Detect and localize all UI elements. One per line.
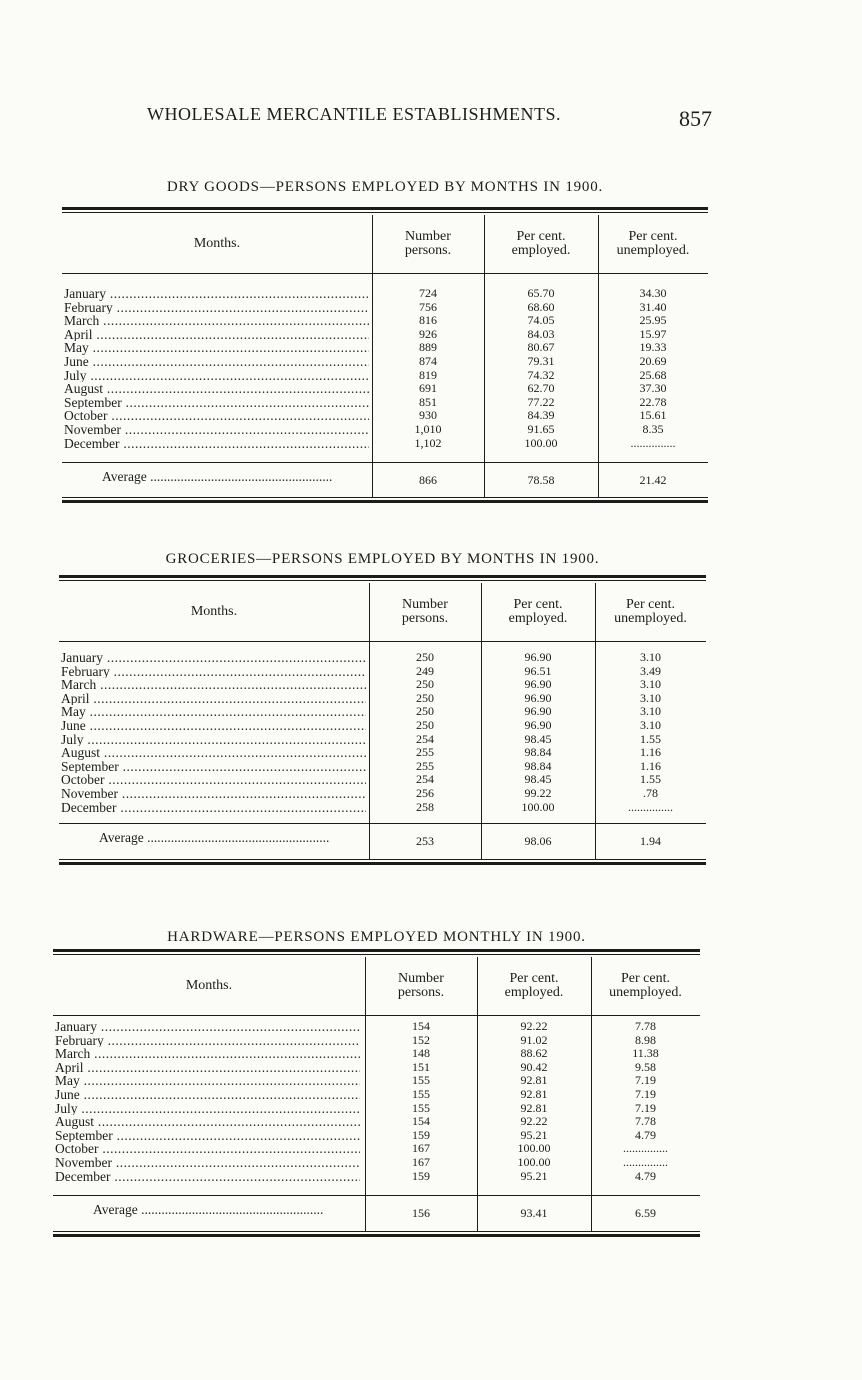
- unemployed-cell: 37.30: [639, 381, 667, 396]
- employed-cell: 88.62: [520, 1046, 548, 1061]
- top-rule: [53, 949, 700, 955]
- col-header-unemployed: Per cent. unemployed.: [614, 597, 687, 626]
- employed-cell: 96.90: [524, 650, 552, 664]
- number-cell: 851: [419, 394, 437, 409]
- unemployed-cell: 25.68: [639, 367, 667, 382]
- number-cell: 254: [416, 731, 434, 746]
- table-row: [62, 314, 708, 328]
- table-title: HARDWARE—PERSONS EMPLOYED MONTHLY IN 1900.: [167, 929, 586, 945]
- month-cell: November .....: [64, 423, 369, 437]
- table-title: GROCERIES—PERSONS EMPLOYED BY MONTHS IN 1900.: [165, 551, 600, 567]
- table-row: [53, 1047, 700, 1061]
- table-row: [59, 719, 706, 733]
- table-row: [62, 328, 708, 342]
- unemployed-cell: 15.61: [639, 408, 667, 423]
- table-hardware: [53, 927, 700, 1242]
- employed-cell: 96.90: [524, 704, 552, 719]
- unemployed-cell: ...............: [628, 799, 673, 814]
- table-body: [62, 287, 708, 450]
- unemployed-cell: 7.78: [635, 1019, 656, 1033]
- average-number: 866: [419, 473, 437, 487]
- col-header-number: Number persons.: [401, 597, 449, 626]
- unemployed-cell: 34.30: [639, 286, 667, 300]
- average-row: [53, 1195, 700, 1230]
- unemployed-cell: 25.95: [639, 313, 667, 328]
- number-cell: 159: [412, 1127, 430, 1142]
- average-number: 253: [416, 834, 434, 848]
- average-label: Average .....: [93, 1202, 363, 1218]
- unemployed-cell: 20.69: [639, 353, 667, 368]
- average-unemployed: 1.94: [640, 834, 661, 848]
- number-cell: 254: [416, 772, 434, 787]
- table-row: [53, 1170, 700, 1184]
- bottom-rule: [59, 859, 706, 865]
- month-cell: April .....: [64, 328, 369, 342]
- month-cell: September .....: [55, 1129, 360, 1143]
- month-cell: December .....: [61, 801, 366, 815]
- table-row: [59, 760, 706, 774]
- month-cell: March .....: [64, 314, 369, 328]
- unemployed-cell: ...............: [623, 1154, 668, 1169]
- table-row: [53, 1115, 700, 1129]
- table-row: [62, 355, 708, 369]
- table-header: [62, 215, 708, 274]
- unemployed-cell: 7.78: [635, 1114, 656, 1129]
- month-cell: December .....: [64, 437, 369, 451]
- number-cell: 819: [419, 367, 437, 382]
- employed-cell: 100.00: [517, 1141, 551, 1156]
- month-cell: April .....: [61, 692, 366, 706]
- col-header-employed: Per cent. employed.: [511, 229, 571, 258]
- month-cell: July .....: [55, 1102, 360, 1116]
- top-rule: [59, 575, 706, 581]
- employed-cell: 91.02: [520, 1032, 548, 1047]
- employed-cell: 92.22: [520, 1019, 548, 1033]
- employed-cell: 74.32: [527, 367, 555, 382]
- unemployed-cell: 9.58: [635, 1059, 656, 1074]
- table-row: [59, 746, 706, 760]
- page-number: 857: [679, 106, 712, 131]
- month-cell: June .....: [64, 355, 369, 369]
- number-cell: 167: [412, 1154, 430, 1169]
- month-cell: March .....: [55, 1047, 360, 1061]
- month-cell: July .....: [61, 733, 366, 747]
- unemployed-cell: 15.97: [639, 326, 667, 341]
- average-employed: 98.06: [524, 834, 552, 848]
- table-row: [53, 1142, 700, 1156]
- number-cell: 250: [416, 677, 434, 692]
- number-cell: 1,102: [414, 435, 442, 450]
- unemployed-cell: 1.16: [640, 758, 661, 773]
- table-row: [53, 1020, 700, 1034]
- number-cell: 691: [419, 381, 437, 396]
- average-employed: 93.41: [520, 1206, 548, 1220]
- table-body: [53, 1020, 700, 1183]
- number-cell: 151: [412, 1059, 430, 1074]
- employed-cell: 96.90: [524, 717, 552, 732]
- number-cell: 249: [416, 663, 434, 678]
- month-cell: September .....: [61, 760, 366, 774]
- unemployed-cell: 3.10: [640, 690, 661, 705]
- number-cell: 258: [416, 799, 434, 814]
- number-cell: 250: [416, 704, 434, 719]
- unemployed-cell: .78: [643, 785, 658, 800]
- month-cell: June .....: [61, 719, 366, 733]
- month-cell: October .....: [61, 773, 366, 787]
- employed-cell: 84.03: [527, 326, 555, 341]
- number-cell: 154: [412, 1114, 430, 1129]
- unemployed-cell: 8.98: [635, 1032, 656, 1047]
- table-row: [53, 1156, 700, 1170]
- unemployed-cell: ...............: [623, 1141, 668, 1156]
- number-cell: 250: [416, 690, 434, 705]
- month-cell: May .....: [55, 1074, 360, 1088]
- employed-cell: 100.00: [521, 799, 555, 814]
- employed-cell: 92.22: [520, 1114, 548, 1129]
- month-cell: December .....: [55, 1170, 360, 1184]
- number-cell: 724: [419, 286, 437, 300]
- col-header-number: Number persons.: [404, 229, 452, 258]
- table-row: [59, 678, 706, 692]
- unemployed-cell: 22.78: [639, 394, 667, 409]
- col-header-months: Months.: [193, 236, 241, 251]
- employed-cell: 100.00: [517, 1154, 551, 1169]
- table-row: [62, 341, 708, 355]
- number-cell: 155: [412, 1086, 430, 1101]
- table-row: [62, 382, 708, 396]
- number-cell: 154: [412, 1019, 430, 1033]
- number-cell: 159: [412, 1168, 430, 1183]
- average-row: [62, 462, 708, 497]
- number-cell: 756: [419, 299, 437, 314]
- month-cell: January .....: [61, 651, 366, 665]
- month-cell: March .....: [61, 678, 366, 692]
- number-cell: 889: [419, 340, 437, 355]
- bottom-rule: [62, 497, 708, 503]
- unemployed-cell: 3.10: [640, 704, 661, 719]
- unemployed-cell: 31.40: [639, 299, 667, 314]
- average-number: 156: [412, 1206, 430, 1220]
- number-cell: 930: [419, 408, 437, 423]
- month-cell: February .....: [61, 665, 366, 679]
- running-head: WHOLESALE MERCANTILE ESTABLISHMENTS.: [147, 104, 562, 124]
- employed-cell: 100.00: [524, 435, 558, 450]
- top-rule: [62, 207, 708, 213]
- number-cell: 1,010: [414, 421, 442, 436]
- employed-cell: 96.51: [524, 663, 552, 678]
- employed-cell: 92.81: [520, 1100, 548, 1115]
- table-row: [62, 423, 708, 437]
- employed-cell: 92.81: [520, 1086, 548, 1101]
- table-row: [59, 692, 706, 706]
- number-cell: 250: [416, 717, 434, 732]
- average-unemployed: 6.59: [635, 1206, 656, 1220]
- employed-cell: 96.90: [524, 690, 552, 705]
- table-row: [59, 665, 706, 679]
- employed-cell: 96.90: [524, 677, 552, 692]
- unemployed-cell: 4.79: [635, 1127, 656, 1142]
- month-cell: September .....: [64, 396, 369, 410]
- table-row: [62, 409, 708, 423]
- unemployed-cell: 3.49: [640, 663, 661, 678]
- unemployed-cell: 19.33: [639, 340, 667, 355]
- unemployed-cell: 3.10: [640, 650, 661, 664]
- number-cell: 148: [412, 1046, 430, 1061]
- employed-cell: 74.05: [527, 313, 555, 328]
- table-row: [59, 773, 706, 787]
- unemployed-cell: 1.55: [640, 731, 661, 746]
- average-unemployed: 21.42: [639, 473, 667, 487]
- month-cell: June .....: [55, 1088, 360, 1102]
- month-cell: May .....: [61, 705, 366, 719]
- unemployed-cell: 7.19: [635, 1073, 656, 1088]
- month-cell: January .....: [64, 287, 369, 301]
- unemployed-cell: 8.35: [642, 421, 664, 436]
- employed-cell: 62.70: [527, 381, 555, 396]
- table-row: [59, 801, 706, 815]
- average-employed: 78.58: [527, 473, 555, 487]
- page-header: [147, 100, 712, 132]
- number-cell: 926: [419, 326, 437, 341]
- col-header-employed: Per cent. employed.: [504, 971, 564, 1000]
- unemployed-cell: 1.16: [640, 745, 661, 760]
- month-cell: November .....: [61, 787, 366, 801]
- employed-cell: 98.84: [524, 745, 552, 760]
- unemployed-cell: 3.10: [640, 677, 661, 692]
- table-row: [62, 396, 708, 410]
- month-cell: October .....: [55, 1142, 360, 1156]
- employed-cell: 90.42: [520, 1059, 548, 1074]
- month-cell: October .....: [64, 409, 369, 423]
- number-cell: 255: [416, 758, 434, 773]
- employed-cell: 98.84: [524, 758, 552, 773]
- table-row: [53, 1061, 700, 1075]
- number-cell: 255: [416, 745, 434, 760]
- col-header-months: Months.: [185, 978, 233, 993]
- col-header-employed: Per cent. employed.: [508, 597, 568, 626]
- table-row: [53, 1102, 700, 1116]
- table-row: [62, 287, 708, 301]
- table-row: [62, 301, 708, 315]
- number-cell: 874: [419, 353, 437, 368]
- table-header: [59, 583, 706, 642]
- unemployed-cell: 4.79: [635, 1168, 656, 1183]
- month-cell: July .....: [64, 369, 369, 383]
- number-cell: 816: [419, 313, 437, 328]
- table-row: [53, 1129, 700, 1143]
- unemployed-cell: 1.55: [640, 772, 661, 787]
- unemployed-cell: 11.38: [632, 1046, 659, 1061]
- number-cell: 256: [416, 785, 434, 800]
- month-cell: January .....: [55, 1020, 360, 1034]
- unemployed-cell: 7.19: [635, 1100, 656, 1115]
- employed-cell: 68.60: [527, 299, 555, 314]
- table-row: [53, 1088, 700, 1102]
- table-row: [59, 787, 706, 801]
- table-title: DRY GOODS—PERSONS EMPLOYED BY MONTHS IN 1900.: [166, 179, 604, 195]
- table-body: [59, 651, 706, 814]
- month-cell: August .....: [61, 746, 366, 760]
- col-header-unemployed: Per cent. unemployed.: [609, 971, 682, 1000]
- month-cell: November .....: [55, 1156, 360, 1170]
- table-row: [59, 705, 706, 719]
- table-header: [53, 957, 700, 1016]
- employed-cell: 99.22: [524, 785, 552, 800]
- number-cell: 155: [412, 1100, 430, 1115]
- average-label: Average .....: [99, 830, 369, 846]
- number-cell: 155: [412, 1073, 430, 1088]
- employed-cell: 98.45: [524, 731, 552, 746]
- employed-cell: 80.67: [527, 340, 555, 355]
- table-row: [62, 369, 708, 383]
- employed-cell: 65.70: [527, 286, 555, 300]
- unemployed-cell: 3.10: [640, 717, 661, 732]
- col-header-months: Months.: [190, 604, 238, 619]
- bottom-rule: [53, 1231, 700, 1237]
- col-header-unemployed: Per cent. unemployed.: [616, 229, 690, 258]
- number-cell: 167: [412, 1141, 430, 1156]
- number-cell: 250: [416, 650, 434, 664]
- month-cell: August .....: [55, 1115, 360, 1129]
- number-cell: 152: [412, 1032, 430, 1047]
- table-dry-goods: [62, 177, 708, 507]
- table-row: [62, 437, 708, 451]
- employed-cell: 95.21: [520, 1127, 548, 1142]
- employed-cell: 98.45: [524, 772, 552, 787]
- employed-cell: 77.22: [527, 394, 555, 409]
- unemployed-cell: ...............: [630, 435, 676, 450]
- employed-cell: 79.31: [527, 353, 555, 368]
- month-cell: August .....: [64, 382, 369, 396]
- month-cell: February .....: [64, 301, 369, 315]
- average-label: Average .....: [102, 469, 372, 485]
- table-row: [59, 733, 706, 747]
- col-header-number: Number persons.: [397, 971, 445, 1000]
- employed-cell: 91.65: [527, 421, 555, 436]
- month-cell: February .....: [55, 1034, 360, 1048]
- employed-cell: 92.81: [520, 1073, 548, 1088]
- table-groceries: [59, 549, 706, 869]
- table-row: [59, 651, 706, 665]
- table-row: [53, 1074, 700, 1088]
- employed-cell: 84.39: [527, 408, 555, 423]
- average-row: [59, 823, 706, 858]
- unemployed-cell: 7.19: [635, 1086, 656, 1101]
- month-cell: May .....: [64, 341, 369, 355]
- month-cell: April .....: [55, 1061, 360, 1075]
- employed-cell: 95.21: [520, 1168, 548, 1183]
- table-row: [53, 1034, 700, 1048]
